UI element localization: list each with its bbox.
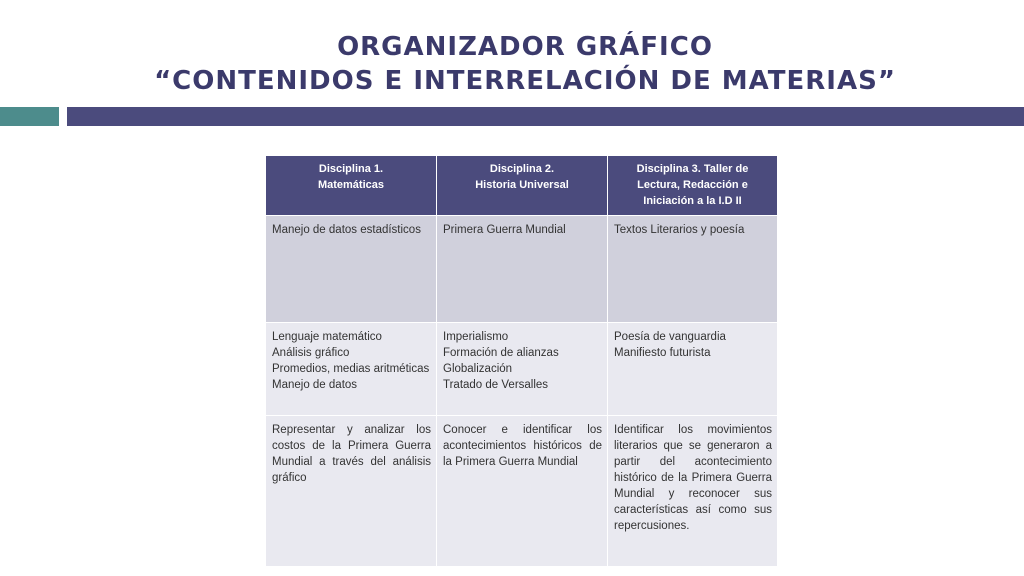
table-cell <box>266 323 437 416</box>
table-cell <box>608 216 778 323</box>
cell-text: Textos Literarios y poesía <box>614 224 745 236</box>
cell-text: Identificar los movimientos literarios que se generaron a partir del acontecimiento histórico de la Primera Guerra Mundial y reconocer sus características así como sus repercusiones. <box>614 424 772 532</box>
header-line: Disciplina 1. <box>318 163 384 175</box>
slide-title-line-2: “CONTENIDOS E INTERRELACIÓN DE MATERIAS” <box>154 66 896 96</box>
header-line: Historia Universal <box>475 179 569 191</box>
table-cell <box>266 416 437 567</box>
table-cell <box>608 416 778 567</box>
cell-line: Tratado de Versalles <box>443 379 549 391</box>
slide-title <box>0 30 1024 98</box>
table-header-row <box>266 156 778 216</box>
accent-band-right <box>67 107 1024 126</box>
table-row <box>266 216 778 323</box>
cell-line: Imperialismo <box>443 331 509 343</box>
header-discipline-1 <box>266 156 437 216</box>
cell-line: Promedios, medias aritméticas <box>272 363 430 375</box>
cell-text: Primera Guerra Mundial <box>443 224 566 236</box>
header-line: Lectura, Redacción e <box>637 179 748 191</box>
table-cell <box>608 323 778 416</box>
table-row <box>266 323 778 416</box>
cell-line: Análisis gráfico <box>272 347 350 359</box>
header-line: Disciplina 3. Taller de <box>636 163 749 175</box>
header-discipline-2 <box>437 156 608 216</box>
cell-line: Manifiesto futurista <box>614 347 711 359</box>
table-cell <box>437 216 608 323</box>
table-cell <box>437 416 608 567</box>
table-row <box>266 416 778 567</box>
header-discipline-3 <box>608 156 778 216</box>
cell-line: Poesía de vanguardia <box>614 331 726 343</box>
cell-text: Representar y analizar los costos de la Primera Guerra Mundial a través del análisis gráfico <box>272 424 431 484</box>
cell-line: Lenguaje matemático <box>272 331 382 343</box>
header-line: Disciplina 2. <box>489 163 555 175</box>
accent-band-left <box>0 107 59 126</box>
table-cell <box>437 323 608 416</box>
table-cell <box>266 216 437 323</box>
subjects-table <box>265 155 778 567</box>
cell-line: Formación de alianzas <box>443 347 559 359</box>
header-line: Iniciación a la I.D II <box>643 195 742 207</box>
header-line: Matemáticas <box>317 179 385 191</box>
cell-line: Manejo de datos <box>272 379 358 391</box>
cell-text: Manejo de datos estadísticos <box>272 224 421 236</box>
cell-line: Globalización <box>443 363 513 375</box>
cell-text: Conocer e identificar los acontecimientos históricos de la Primera Guerra Mundial <box>443 424 602 468</box>
slide-title-line-1: ORGANIZADOR GRÁFICO <box>337 32 713 62</box>
